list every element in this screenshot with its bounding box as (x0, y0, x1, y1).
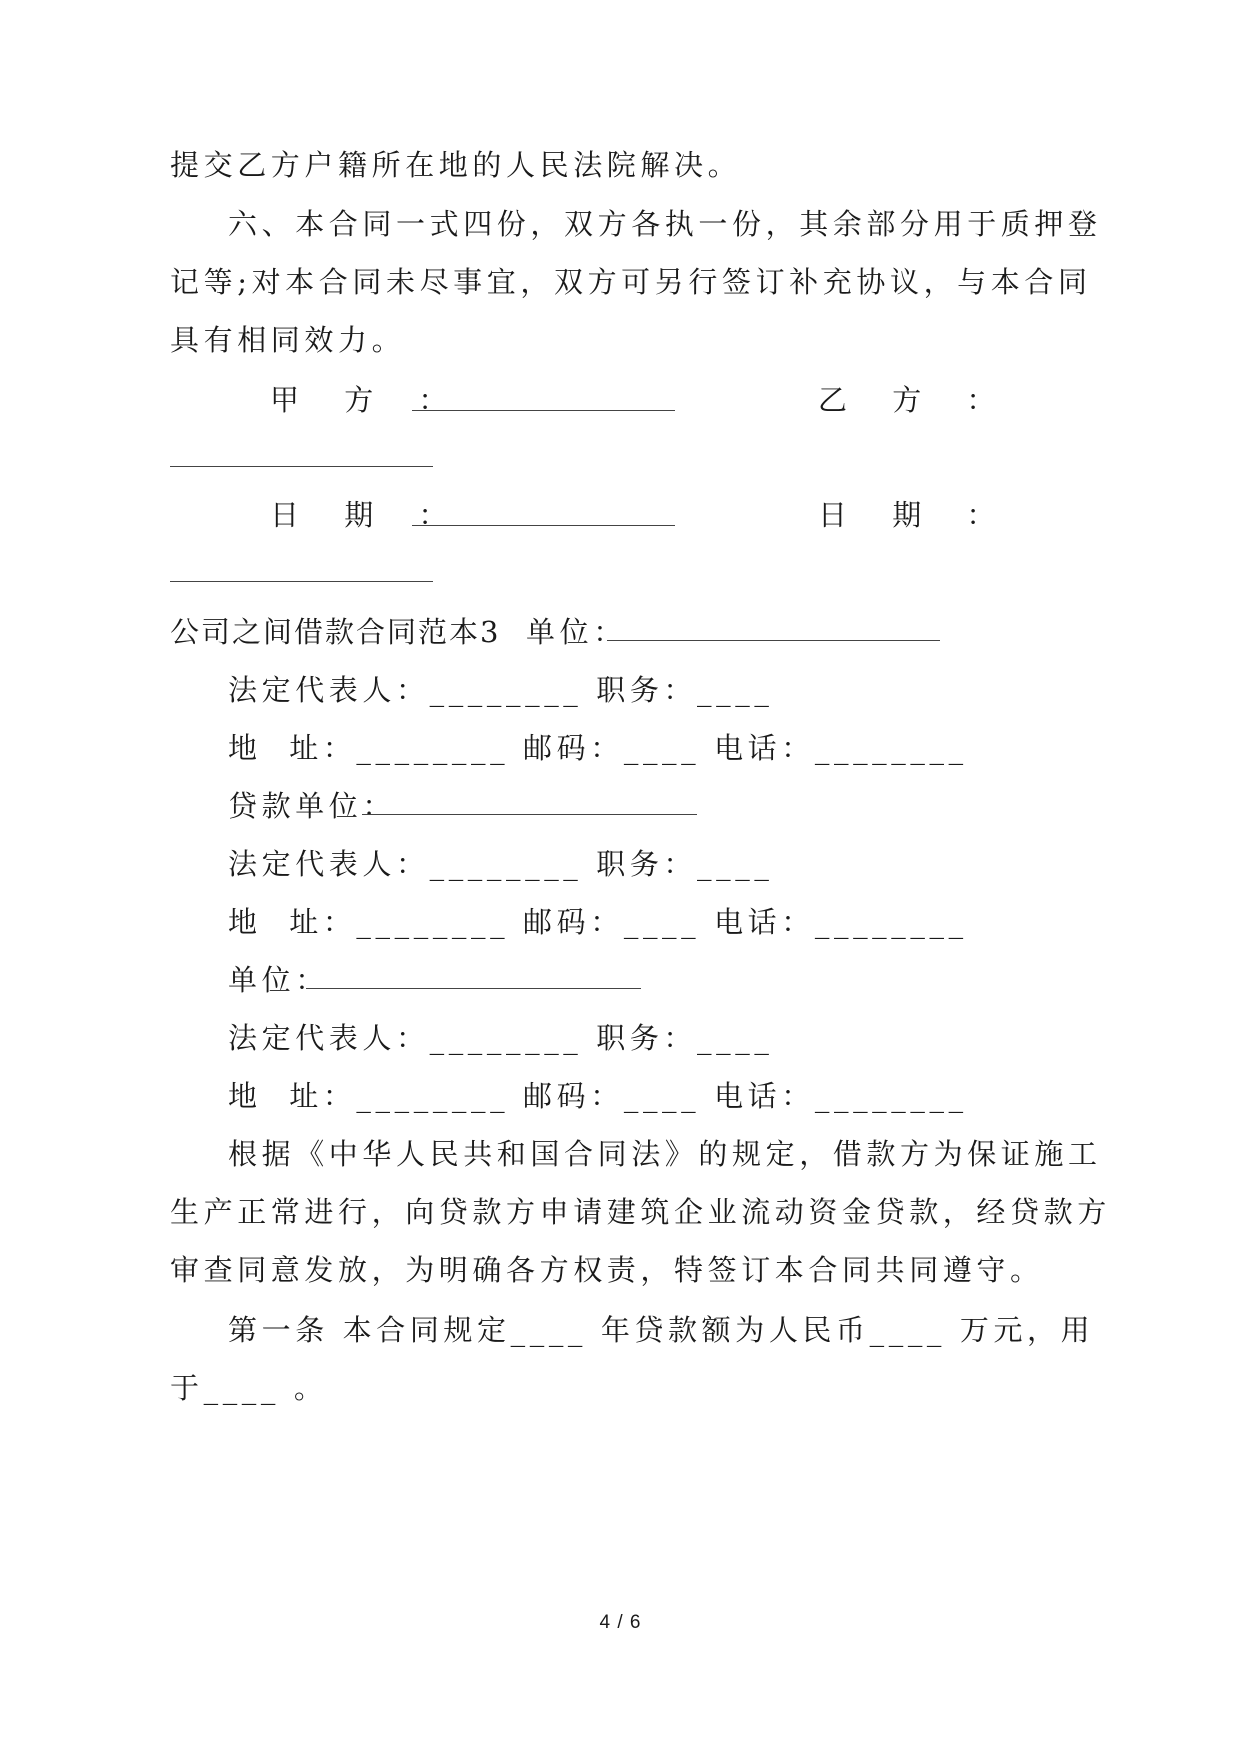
party-b-signature-line (170, 466, 433, 467)
date-a-label: 日 期 ： (270, 498, 466, 532)
preamble-line-2: 生产正常进行，向贷款方申请建筑企业流动资金贷款，经贷款方 (170, 1195, 1111, 1229)
borrower-unit-label: 单位： (526, 615, 627, 649)
preamble-line-3: 审查同意发放，为明确各方权责，特签订本合同共同遵守。 (170, 1253, 1044, 1287)
guarantor-address-line: 地 址：________ 邮码：____ 电话：________ (228, 1079, 968, 1113)
borrower-rep-line: 法定代表人：________ 职务：____ (228, 673, 774, 707)
lender-rep-line: 法定代表人：________ 职务：____ (228, 847, 774, 881)
party-a-signature-line (412, 410, 675, 411)
date-b-signature-line (170, 581, 433, 582)
article-1-line-2: 于____ 。 (170, 1371, 328, 1405)
lender-unit-label: 贷款单位： (228, 789, 397, 823)
date-a-signature-line (412, 525, 675, 526)
paragraph-6-line-2: 记等;对本合同未尽事宜，双方可另行签订补充协议，与本合同 (170, 265, 1092, 299)
paragraph-6-line-3: 具有相同效力。 (170, 323, 406, 357)
paragraph-6-line-1: 六、本合同一式四份，双方各执一份，其余部分用于质押登 (228, 207, 1102, 241)
party-a-label: 甲 方 ： (270, 383, 466, 417)
guarantor-unit-label: 单位： (228, 963, 329, 997)
date-b-label: 日 期 ： (818, 498, 1014, 532)
paragraph-5-tail: 提交乙方户籍所在地的人民法院解决。 (170, 148, 742, 182)
guarantor-rep-line: 法定代表人：________ 职务：____ (228, 1021, 774, 1055)
guarantor-unit-line (306, 988, 641, 989)
lender-address-line: 地 址：________ 邮码：____ 电话：________ (228, 905, 968, 939)
page-number: 4 / 6 (599, 1612, 642, 1633)
preamble-line-1: 根据《中华人民共和国合同法》的规定，借款方为保证施工 (228, 1137, 1102, 1171)
party-b-label: 乙 方 ： (818, 383, 1014, 417)
borrower-address-line: 地 址：________ 邮码：____ 电话：________ (228, 731, 968, 765)
template-3-heading: 公司之间借款合同范本3 (170, 615, 501, 649)
article-1-line-1: 第一条 本合同规定____ 年贷款额为人民币____ 万元，用 (228, 1313, 1095, 1347)
lender-unit-line (362, 814, 697, 815)
borrower-unit-line (607, 640, 940, 641)
